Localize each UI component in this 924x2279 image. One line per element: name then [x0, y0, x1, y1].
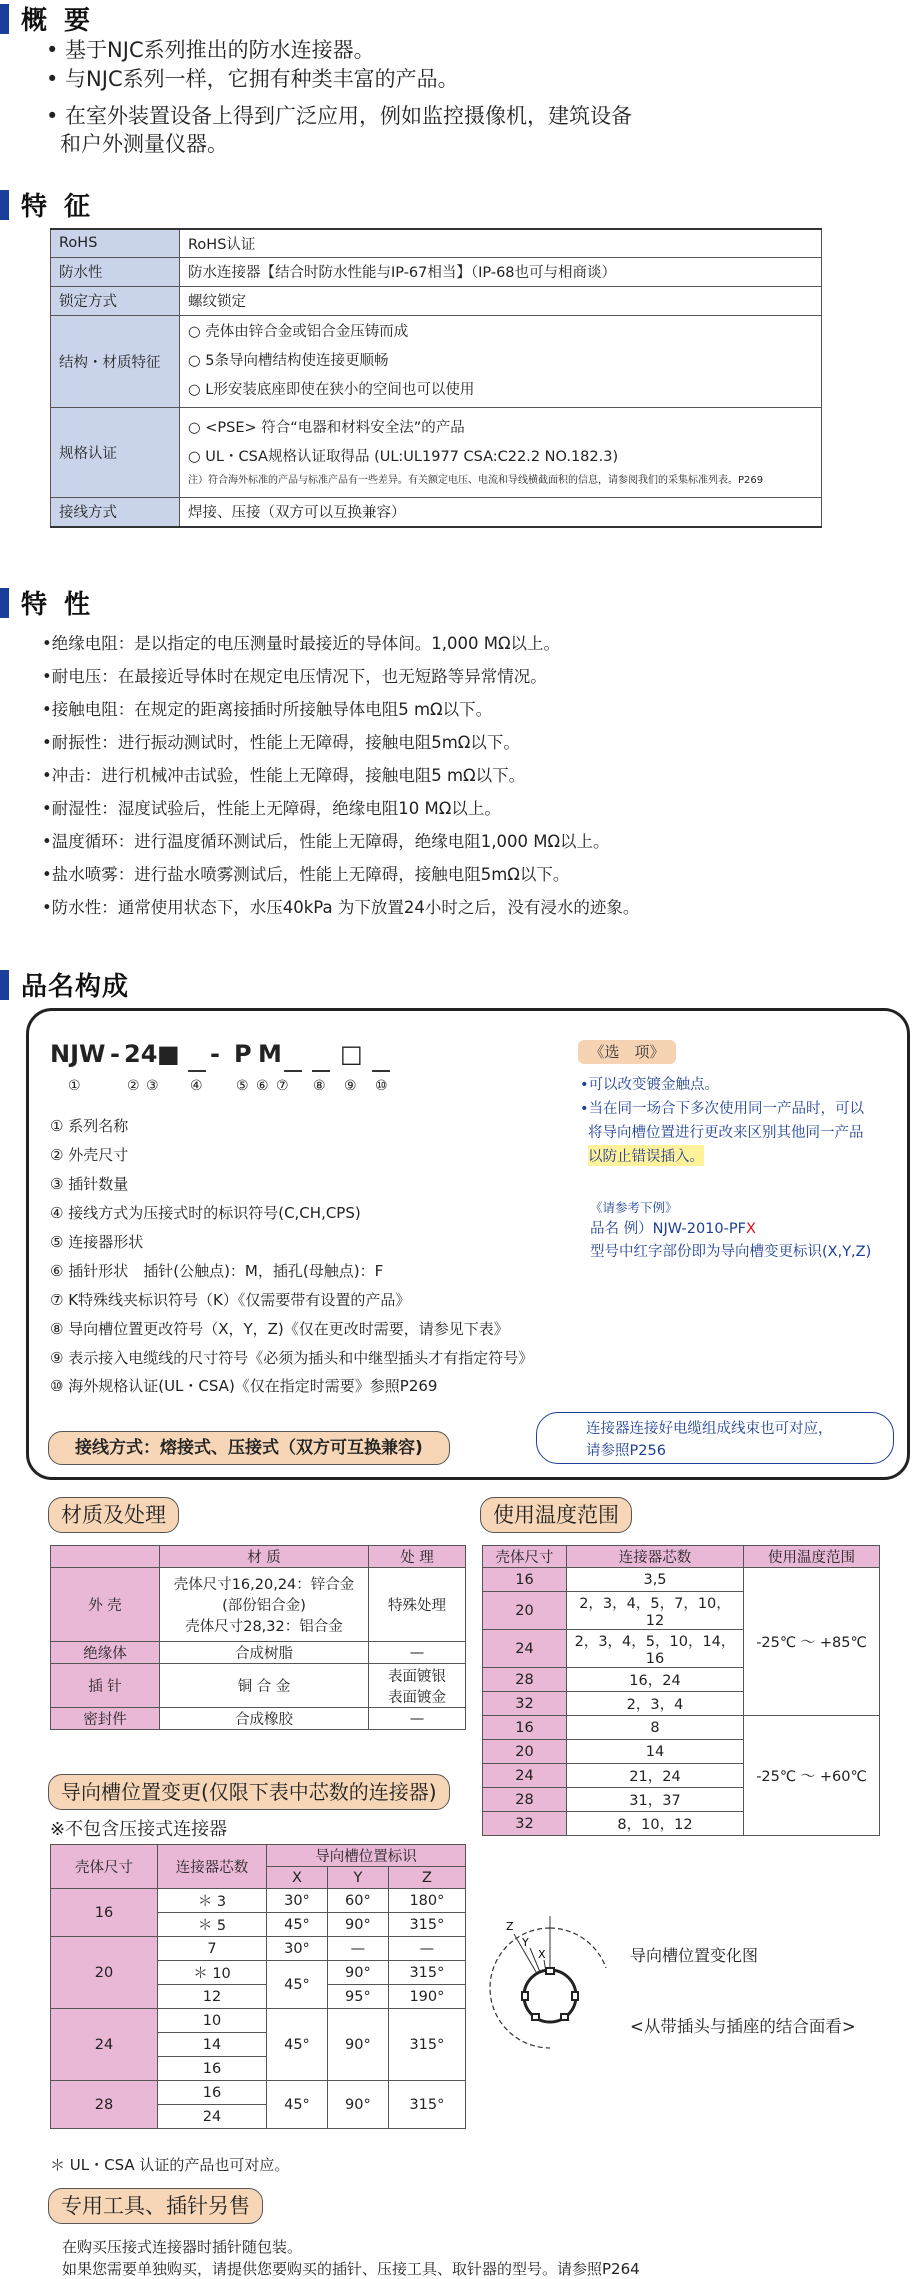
temp-pins: 14: [567, 1740, 744, 1764]
pn-number: ⑦: [276, 1078, 289, 1094]
material-line: (部份铝合金): [222, 1598, 306, 1614]
kw-x: 30°: [267, 1889, 328, 1913]
kw-x: 45°: [267, 2081, 328, 2129]
pn-dash: -: [210, 1040, 220, 1068]
section-overview-title: [0, 0, 94, 37]
materials-treatment: —: [369, 1708, 466, 1730]
feature-sub: ○ 壳体由锌合金或铝合金压铸而成: [188, 323, 409, 340]
pn-shell-size: 24: [124, 1040, 158, 1068]
feature-key: 锁定方式: [51, 286, 180, 315]
section-title-text: 特 征: [21, 192, 95, 222]
pn-number: ④: [190, 1078, 203, 1094]
materials-material: [160, 1568, 369, 1642]
overview-bullet-1: • 基于NJC系列推出的防水连接器。: [46, 38, 375, 62]
temp-shell: 16: [483, 1716, 567, 1740]
diagram-key: [561, 2014, 568, 2020]
materials-header: 处 理: [369, 1546, 466, 1568]
temp-pins: 3,5: [567, 1568, 744, 1592]
feature-sub: ○ 5条导向槽结构使连接更顺畅: [188, 352, 389, 369]
temperature-header: 连接器芯数: [567, 1546, 744, 1568]
feature-key: 防水性: [51, 257, 180, 286]
section-features-title: [0, 186, 94, 223]
kw-z: 315°: [388, 2009, 465, 2081]
pn-square-filled: ■: [157, 1040, 180, 1068]
diagram-label-x: X: [538, 1948, 546, 1961]
temp-shell: 28: [483, 1788, 567, 1812]
temperature-header: 使用温度范围: [744, 1546, 880, 1568]
section-bar: [0, 588, 9, 618]
pn-item: ① 系列名称: [50, 1117, 129, 1135]
feature-sub: ○ UL・CSA规格认证取得品 (UL:UL1977 CSA:C22.2 NO.182.3): [188, 449, 619, 465]
pn-number: ①: [68, 1078, 81, 1094]
materials-header: 材 质: [160, 1546, 369, 1568]
materials-part: 插 针: [51, 1664, 160, 1708]
option-line: 以防止错误插入。: [588, 1145, 704, 1166]
kw-shell: 20: [51, 1937, 158, 2009]
example-note: 型号中红字部份即为导向槽变更标识(X,Y,Z): [590, 1244, 872, 1260]
pn-pin-type: P: [234, 1040, 252, 1068]
treatment-line: 表面镀金: [388, 1689, 446, 1706]
pn-number: ⑨: [344, 1078, 357, 1094]
kw-x: 45°: [267, 2009, 328, 2081]
materials-treatment: [369, 1664, 466, 1708]
diagram-key: [522, 1992, 528, 2000]
pn-item: ③ 插针数量: [50, 1175, 129, 1193]
feature-key: 结构・材质特征: [51, 315, 180, 407]
wiring-pill: 接线方式：熔接式、压接式（双方可互换兼容): [48, 1431, 450, 1465]
materials-title: 材质及处理: [48, 1497, 179, 1533]
feature-value: RoHS认证: [180, 229, 822, 257]
example-part-number: [590, 1217, 756, 1238]
keyway-table: [50, 1844, 466, 2129]
kw-z: 315°: [388, 2081, 465, 2129]
kw-y: —: [327, 1937, 388, 1961]
pn-item: ⑦ K特殊线夹标识符号（K）《仅需要带有设置的产品》: [50, 1291, 411, 1309]
pn-item: ⑨ 表示接入电缆线的尺寸符号《必须为插头和中继型插头才有指定符号》: [50, 1349, 534, 1367]
kw-pins: 10: [158, 2009, 267, 2033]
example-prefix: 品名 例）NJW-2010-PF: [590, 1221, 746, 1237]
treatment-line: 表面镀银: [388, 1668, 446, 1685]
temp-shell: 24: [483, 1630, 567, 1668]
keyway-title: 导向槽位置变更(仅限下表中芯数的连接器): [48, 1774, 450, 1810]
kw-pins: ＊ 3: [158, 1889, 267, 1913]
diagram-key: [572, 1992, 578, 2000]
pn-item: ⑩ 海外规格认证(UL・CSA)《仅在指定时需要》参照P269: [50, 1377, 438, 1395]
overview-bullet-4: 和户外测量仪器。: [60, 132, 228, 156]
kw-shell: 28: [51, 2081, 158, 2129]
temp-shell: 32: [483, 1692, 567, 1716]
temperature-header: 壳体尺寸: [483, 1546, 567, 1568]
material-line: 壳体尺寸16,20,24：锌合金: [173, 1577, 355, 1593]
cable-note-line-2: 请参照P256: [586, 1443, 666, 1459]
keyway-diagram: [486, 1908, 636, 2068]
diagram-label-y: Y: [522, 1936, 529, 1949]
pn-number: ③: [146, 1078, 159, 1094]
pn-square-empty: □: [340, 1040, 363, 1068]
tools-title: 专用工具、插针另售: [48, 2188, 263, 2224]
pn-item: ⑤ 连接器形状: [50, 1233, 144, 1251]
keyway-footnote: ＊ UL・CSA 认证的产品也可对应。: [50, 2156, 290, 2174]
materials-material: 合成树脂: [160, 1642, 369, 1664]
pn-item: ④ 接线方式为压接式时的标识符号(C,CH,CPS): [50, 1204, 361, 1222]
kw-pins: 16: [158, 2057, 267, 2081]
pn-item: ⑧ 导向槽位置更改符号（X，Y，Z)《仅在更改时需要，请参见下表》: [50, 1320, 509, 1338]
temp-pins: 2，3，4，5，10，14，16: [567, 1630, 744, 1668]
property-item: •接触电阻：在规定的距离接插时所接触导体电阻5 mΩ以下。: [42, 700, 493, 719]
property-item: •耐湿性：湿度试验后，性能上无障碍，绝缘电阻10 MΩ以上。: [42, 799, 501, 818]
kw-pins: ＊ 5: [158, 1913, 267, 1937]
keyway-header-group: 导向槽位置标识: [267, 1845, 466, 1867]
kw-pins: 14: [158, 2033, 267, 2057]
feature-value: [180, 407, 822, 497]
diagram-caption: <从带插头与插座的结合面看>: [630, 2017, 856, 2036]
section-title-text: 品名构成: [21, 972, 130, 1002]
kw-x: 45°: [267, 1913, 328, 1937]
temp-pins: 8: [567, 1716, 744, 1740]
option-line: •可以改变镀金触点。: [580, 1077, 720, 1093]
temp-shell: 24: [483, 1764, 567, 1788]
kw-x: 45°: [267, 1961, 328, 2009]
kw-y: 90°: [327, 2081, 388, 2129]
diagram-key: [532, 2014, 539, 2020]
materials-material: 铜 合 金: [160, 1664, 369, 1708]
kw-y: 95°: [327, 1985, 388, 2009]
feature-note: 注）符合海外标准的产品与标准产品有一些差异。有关额定电压、电流和导线横截面积的信息，请参阅我们的采集标准列表。P269: [188, 475, 764, 486]
materials-treatment: 特殊处理: [369, 1568, 466, 1642]
materials-part: 密封件: [51, 1708, 160, 1730]
section-title-text: 特 性: [21, 590, 95, 620]
pn-contact: M: [258, 1040, 282, 1068]
feature-value: 焊接、压接（双方可以互换兼容）: [180, 497, 822, 527]
materials-table: [50, 1545, 466, 1730]
temp-range: -25℃ ～ +60℃: [744, 1716, 880, 1836]
features-table: [50, 228, 822, 528]
keyway-header-pins: 连接器芯数: [158, 1845, 267, 1889]
cable-note-line-1: 连接器连接好电缆组成线束也可对应，: [586, 1421, 833, 1437]
keyway-subtitle: ※不包含压接式连接器: [50, 1819, 228, 1840]
pn-blank-underline: [372, 1070, 390, 1072]
temp-shell: 20: [483, 1592, 567, 1630]
pn-number: ⑩: [375, 1078, 388, 1094]
property-item: •绝缘电阻：是以指定的电压测量时最接近的导体间。1,000 MΩ以上。: [42, 634, 561, 653]
temp-pins: 2，3，4: [567, 1692, 744, 1716]
section-part-number-title: [0, 966, 129, 1003]
materials-material: 合成橡胶: [160, 1708, 369, 1730]
example-label: 《请参考下例》: [590, 1200, 678, 1215]
temperature-title: 使用温度范围: [480, 1497, 632, 1533]
overview-bullet-3: • 在室外装置设备上得到广泛应用，例如监控摄像机，建筑设备: [46, 104, 633, 128]
materials-header: [51, 1546, 160, 1568]
property-item: •防水性：通常使用状态下，水压40kPa 为下放置24小时之后，没有浸水的迹象。: [42, 898, 640, 917]
temp-pins: 8，10，12: [567, 1812, 744, 1836]
kw-shell: 16: [51, 1889, 158, 1937]
diagram-title: 导向槽位置变化图: [630, 1946, 759, 1965]
temperature-table: [482, 1545, 880, 1836]
feature-key: 接线方式: [51, 497, 180, 527]
kw-z: 190°: [388, 1985, 465, 2009]
kw-z: —: [388, 1937, 465, 1961]
pn-number: ⑤: [236, 1078, 249, 1094]
property-item: •耐振性：进行振动测试时，性能上无障碍，接触电阻5mΩ以下。: [42, 733, 520, 752]
section-bar: [0, 970, 9, 1000]
feature-value: 螺纹锁定: [180, 286, 822, 315]
keyway-header-x: X: [267, 1867, 328, 1889]
materials-part: 外 壳: [51, 1568, 160, 1642]
feature-sub: ○ <PSE> 符合“电器和材料安全法”的产品: [188, 420, 465, 436]
materials-part: 绝缘体: [51, 1642, 160, 1664]
pn-number: ⑧: [313, 1078, 326, 1094]
property-item: •冲击：进行机械冲击试验，性能上无障碍，接触电阻5 mΩ以下。: [42, 766, 526, 785]
section-bar: [0, 4, 9, 34]
diagram-arc-upper: [550, 1928, 606, 1968]
feature-sub: ○ L形安装底座即使在狭小的空间也可以使用: [188, 381, 475, 398]
overview-bullet-2: • 与NJC系列一样，它拥有种类丰富的产品。: [46, 67, 459, 91]
pn-blank-underline: [312, 1070, 330, 1072]
keyway-header-y: Y: [327, 1867, 388, 1889]
kw-z: 180°: [388, 1889, 465, 1913]
kw-y: 90°: [327, 1913, 388, 1937]
option-line: 将导向槽位置进行更改来区别其他同一产品: [588, 1125, 864, 1141]
feature-value: 防水连接器【结合时防水性能与IP-67相当】（IP-68也可与相商谈）: [180, 257, 822, 286]
pn-dash: -: [110, 1040, 120, 1068]
tools-line: 如果您需要单独购买，请提供您要购买的插针、压接工具、取针器的型号。请参照P264: [62, 2260, 640, 2278]
option-label: 《选 项》: [578, 1040, 676, 1064]
feature-key: 规格认证: [51, 407, 180, 497]
kw-z: 315°: [388, 1913, 465, 1937]
pn-blank-underline: [188, 1070, 206, 1072]
diagram-label-z: Z: [506, 1920, 514, 1933]
kw-pins: ＊ 10: [158, 1961, 267, 1985]
pn-number: ②: [127, 1078, 140, 1094]
property-item: •盐水喷雾：进行盐水喷雾测试后，性能上无障碍，接触电阻5mΩ以下。: [42, 865, 570, 884]
temp-pins: 21，24: [567, 1764, 744, 1788]
pn-number: ⑥: [256, 1078, 269, 1094]
feature-key: RoHS: [51, 229, 180, 257]
kw-z: 315°: [388, 1961, 465, 1985]
kw-pins: 24: [158, 2105, 267, 2129]
keyway-header-z: Z: [388, 1867, 465, 1889]
section-properties-title: [0, 584, 94, 621]
example-red-mark: X: [745, 1221, 756, 1237]
temp-shell: 32: [483, 1812, 567, 1836]
temp-pins: 31，37: [567, 1788, 744, 1812]
tools-line: 在购买压接式连接器时插针随包装。: [62, 2238, 303, 2256]
materials-treatment: —: [369, 1642, 466, 1664]
keyway-header-shell: 壳体尺寸: [51, 1845, 158, 1889]
temp-pins: 16，24: [567, 1668, 744, 1692]
kw-pins: 12: [158, 1985, 267, 2009]
section-bar: [0, 190, 9, 220]
pn-blank-underline: [284, 1070, 302, 1072]
kw-shell: 24: [51, 2009, 158, 2081]
kw-pins: 7: [158, 1937, 267, 1961]
pn-item: ② 外壳尺寸: [50, 1146, 129, 1164]
pn-series: NJW: [50, 1040, 106, 1068]
temp-shell: 20: [483, 1740, 567, 1764]
kw-y: 60°: [327, 1889, 388, 1913]
temp-pins: 2，3，4，5，7，10，12: [567, 1592, 744, 1630]
kw-y: 90°: [327, 2009, 388, 2081]
kw-y: 90°: [327, 1961, 388, 1985]
kw-x: 30°: [267, 1937, 328, 1961]
property-item: •温度循环：进行温度循环测试后，性能上无障碍，绝缘电阻1,000 MΩ以上。: [42, 832, 610, 851]
pn-item: ⑥ 插针形状 插针(公触点)：M，插孔(母触点)：F: [50, 1262, 384, 1280]
temp-shell: 28: [483, 1668, 567, 1692]
section-title-text: 概 要: [21, 6, 95, 36]
temp-range: -25℃ ～ +85℃: [744, 1568, 880, 1716]
feature-value: [180, 315, 822, 407]
diagram-key: [546, 1968, 554, 1974]
material-line: 壳体尺寸28,32：铝合金: [185, 1619, 343, 1635]
option-line: •当在同一场合下多次使用同一产品时，可以: [580, 1101, 865, 1117]
kw-pins: 16: [158, 2081, 267, 2105]
temp-shell: 16: [483, 1568, 567, 1592]
property-item: •耐电压：在最接近导体时在规定电压情况下，也无短路等异常情况。: [42, 667, 547, 686]
